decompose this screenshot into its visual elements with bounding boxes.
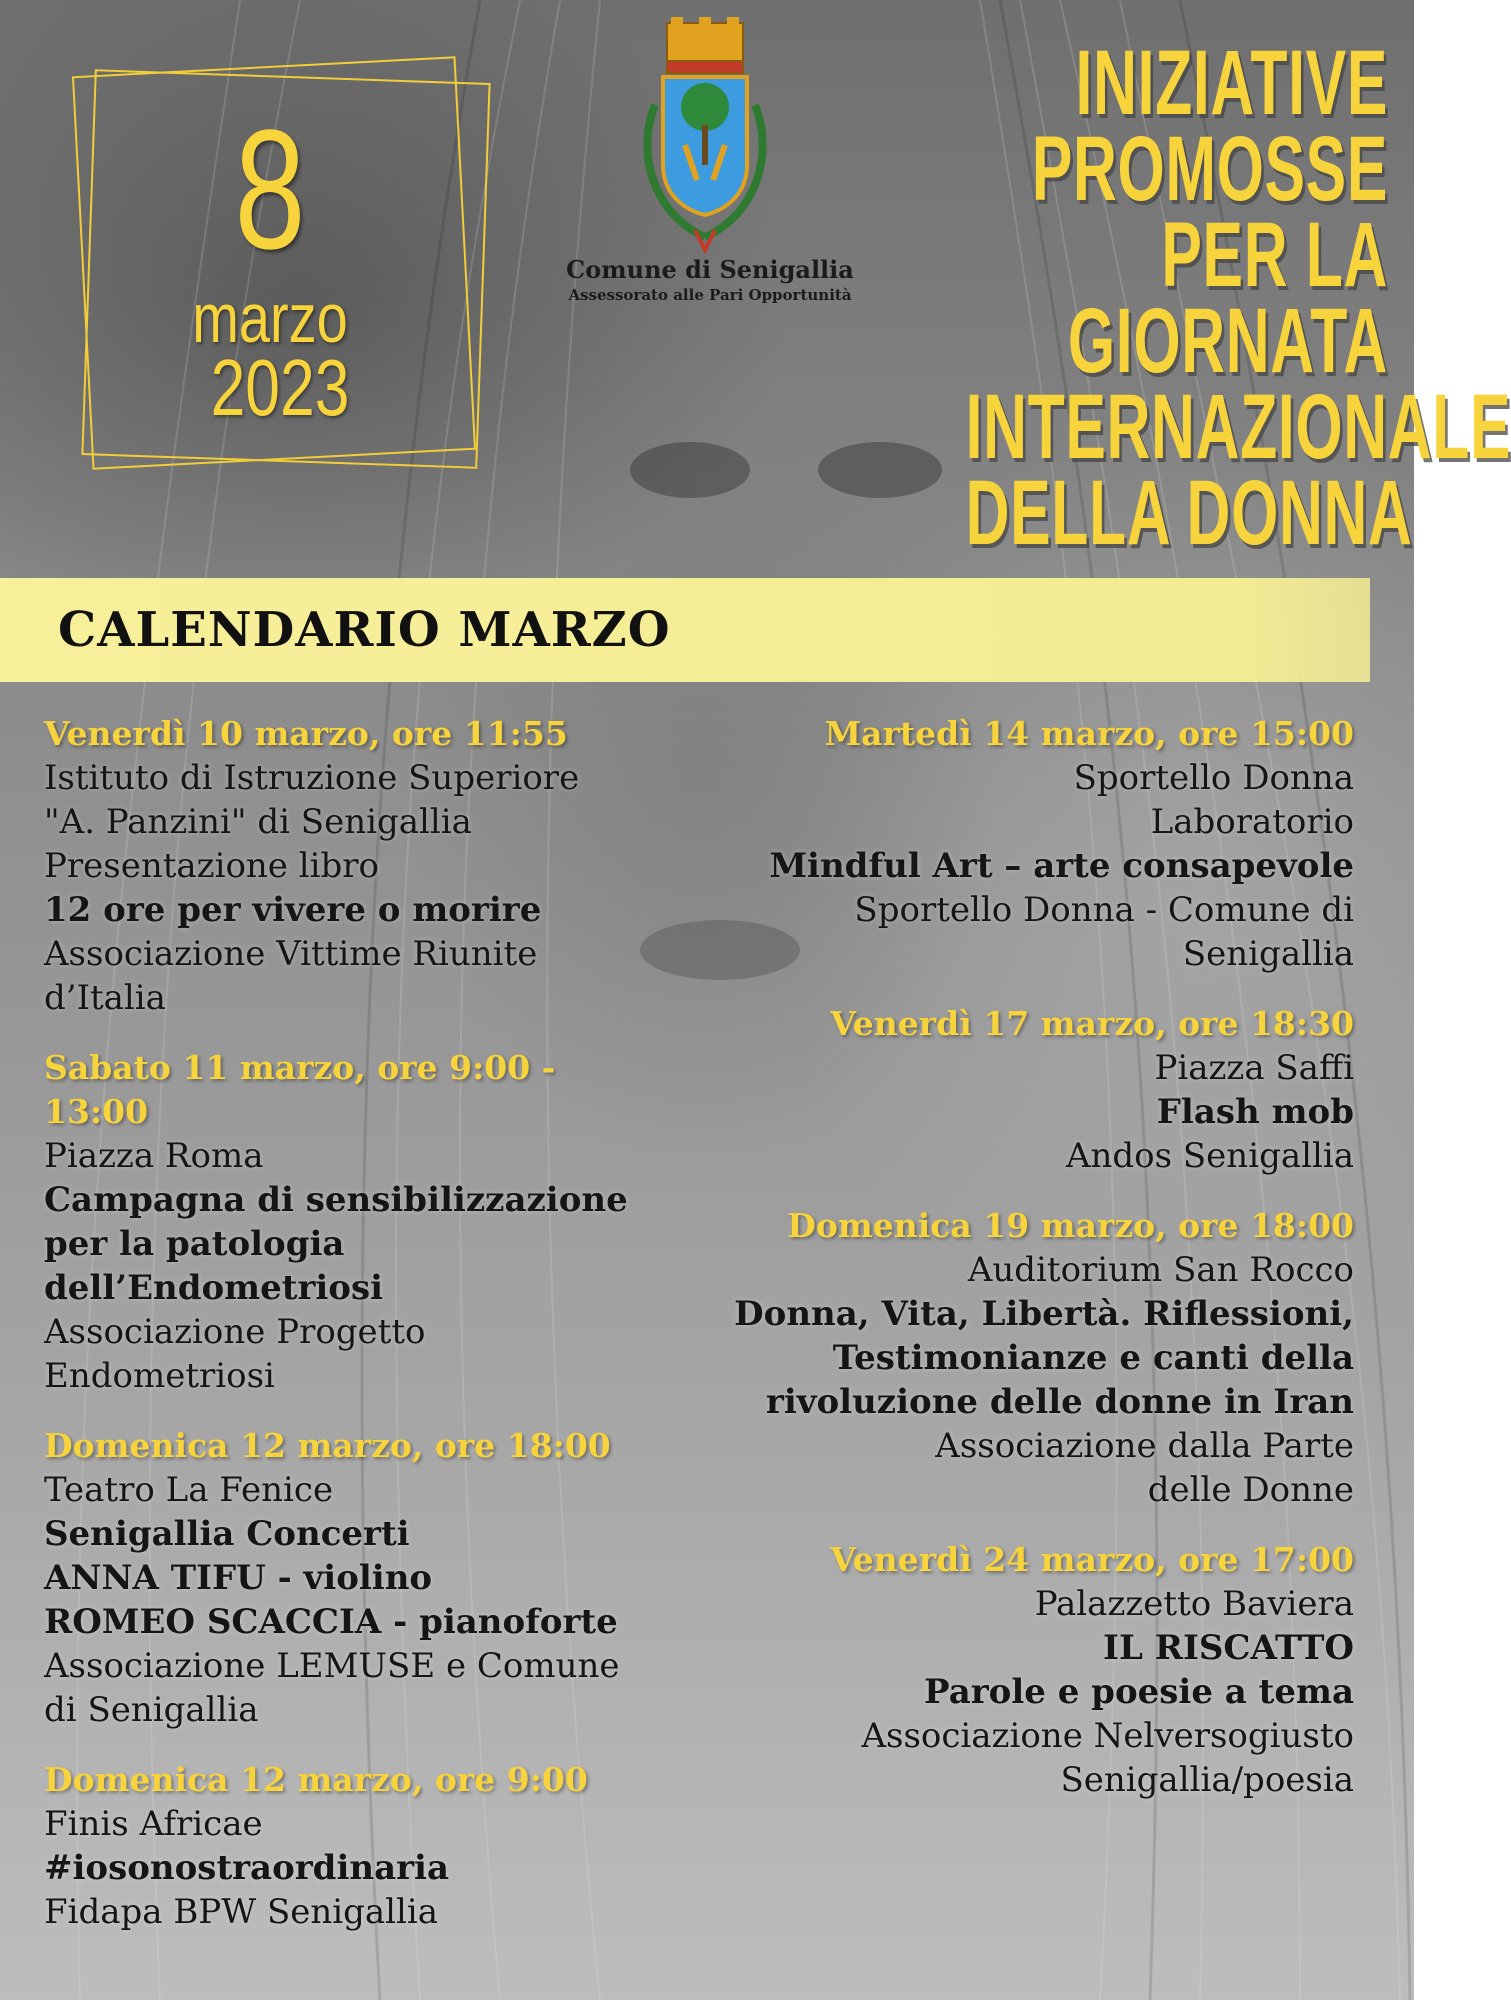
date-year: 2023	[210, 343, 350, 432]
event-detail-line: Palazzetto Baviera	[1034, 1584, 1354, 1624]
event-title-line: per la patologia	[44, 1224, 345, 1264]
date-month: marzo	[192, 279, 348, 357]
event-title-line: Senigallia Concerti	[44, 1514, 410, 1554]
event-detail-line: Associazione LEMUSE e Comune	[44, 1646, 620, 1686]
event-title-line: #iosonostraordinaria	[44, 1848, 449, 1888]
event-detail-line: Presentazione libro	[44, 846, 379, 886]
event-title-line: rivoluzione delle donne in Iran	[765, 1382, 1354, 1422]
date-day: 8	[234, 95, 306, 285]
event-item	[714, 1204, 1354, 1512]
event-detail-line: Andos Senigallia	[1065, 1136, 1354, 1176]
event-title-line: Campagna di sensibilizzazione	[44, 1180, 628, 1220]
event-title-line: 12 ore per vivere o morire	[44, 890, 542, 930]
event-item	[714, 1538, 1354, 1802]
event-detail-line: Piazza Saffi	[1154, 1048, 1354, 1088]
title-line: GIORNATA	[1067, 290, 1388, 392]
comune-name: Comune di Senigallia	[566, 255, 854, 284]
event-detail-line: Senigallia	[1182, 934, 1354, 974]
event-detail-line: Senigallia/poesia	[1060, 1760, 1354, 1800]
comune-department: Assessorato alle Pari Opportunità	[568, 286, 852, 304]
event-detail-line: di Senigallia	[44, 1690, 259, 1730]
event-title-line: ANNA TIFU - violino	[44, 1558, 433, 1598]
event-title-line: Mindful Art – arte consapevole	[769, 846, 1354, 886]
event-detail-line: Sportello Donna - Comune di	[854, 890, 1354, 930]
event-title-line: IL RISCATTO	[1103, 1628, 1354, 1668]
event-detail-line: Fidapa BPW Senigallia	[44, 1892, 439, 1932]
title-line: INIZIATIVE	[1075, 32, 1388, 134]
event-item	[714, 712, 1354, 976]
event-date: Domenica 12 marzo, ore 9:00	[44, 1760, 588, 1799]
event-detail-line: Associazione Progetto	[44, 1312, 426, 1352]
event-detail-line: Associazione dalla Parte	[935, 1426, 1354, 1466]
event-detail-line: Laboratorio	[1150, 802, 1354, 842]
event-date: Venerdì 24 marzo, ore 17:00	[830, 1540, 1354, 1579]
event-title-line: ROMEO SCACCIA - pianoforte	[44, 1602, 618, 1642]
event-date: Domenica 12 marzo, ore 18:00	[44, 1426, 611, 1465]
event-date: Domenica 19 marzo, ore 18:00	[787, 1206, 1354, 1245]
event-detail-line: delle Donne	[1147, 1470, 1354, 1510]
event-detail-line: Endometriosi	[44, 1356, 275, 1396]
events-right-column	[714, 712, 1354, 1828]
event-detail-line: Istituto di Istruzione Superiore	[44, 758, 580, 798]
event-item	[44, 712, 664, 1020]
event-detail-line: Associazione Vittime Riunite	[44, 934, 538, 974]
event-detail-line: Sportello Donna	[1073, 758, 1354, 798]
event-detail-line: Finis Africae	[44, 1804, 263, 1844]
event-title-line: Testimonianze e canti della	[832, 1338, 1354, 1378]
event-title-line: Donna, Vita, Libertà. Riflessioni,	[734, 1294, 1354, 1334]
event-detail-line: Associazione Nelversogiusto	[861, 1716, 1354, 1756]
title-line: INTERNAZIONALE	[965, 376, 1511, 478]
event-item	[44, 1758, 664, 1934]
event-date: Martedì 14 marzo, ore 15:00	[824, 714, 1354, 753]
title-line: PROMOSSE	[1031, 118, 1388, 220]
event-detail-line: Auditorium San Rocco	[967, 1250, 1354, 1290]
title-line: PER LA	[1161, 204, 1388, 306]
event-detail-line: d’Italia	[44, 978, 166, 1018]
calendar-heading: CALENDARIO MARZO	[58, 602, 671, 658]
event-detail-line: Piazza Roma	[44, 1136, 264, 1176]
event-date: Venerdì 17 marzo, ore 18:30	[830, 1004, 1354, 1043]
poster-title	[748, 32, 1511, 564]
title-line: DELLA DONNA	[965, 462, 1413, 564]
event-item	[44, 1046, 664, 1398]
event-detail-line: Teatro La Fenice	[44, 1470, 334, 1510]
event-item	[714, 1002, 1354, 1178]
event-title-line: Flash mob	[1156, 1092, 1354, 1132]
event-date: Sabato 11 marzo, ore 9:00 - 13:00	[44, 1048, 556, 1131]
events-left-column	[44, 712, 664, 1960]
event-date: Venerdì 10 marzo, ore 11:55	[44, 714, 568, 753]
event-title-line: dell’Endometriosi	[44, 1268, 384, 1308]
event-detail-line: "A. Panzini" di Senigallia	[44, 802, 472, 842]
event-item	[44, 1424, 664, 1732]
event-title-line: Parole e poesie a tema	[924, 1672, 1354, 1712]
